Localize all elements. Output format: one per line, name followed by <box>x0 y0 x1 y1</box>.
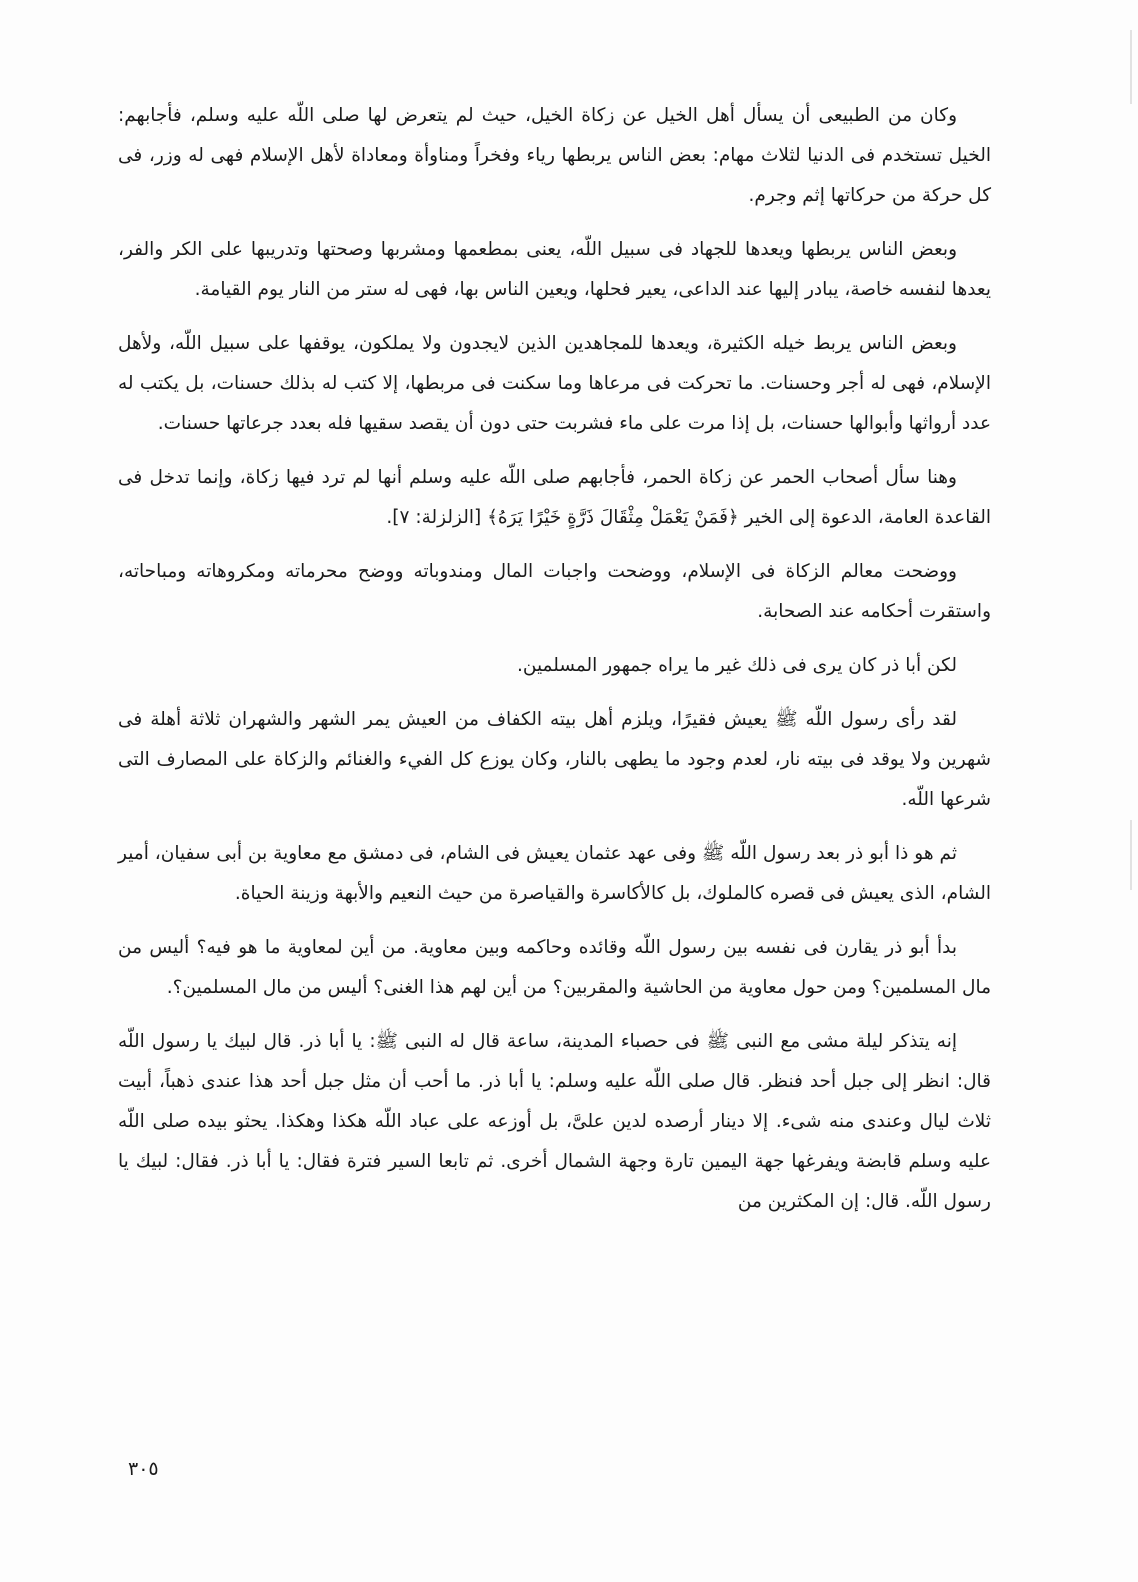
paragraph: وهنا سأل أصحاب الحمر عن زكاة الحمر، فأجابهم صلى اللّه عليه وسلم أنها لم ترد فيها زكاة، وإنما تدخل فى القاعدة العامة، الدعوة إلى الخير ﴿فَمَنْ يَعْمَلْ مِثْقَالَ ذَرَّةٍ خَيْرًا يَرَهُ﴾ [الزلزلة: ٧]. <box>118 467 991 528</box>
paragraph: لقد رأى رسول اللّه ﷺ يعيش فقيرًا، ويلزم أهل بيته الكفاف من العيش يمر الشهر والشهران ثلاثة أهلة فى شهرين ولا يوقد فى بيته نار، لعدم وجود ما يطهى بالنار، وكان يوزع كل الفيء والغنائم والزكاة على المصارف التى شرعها اللّه. <box>118 709 991 810</box>
paragraph: ثم هو ذا أبو ذر بعد رسول اللّه ﷺ وفى عهد عثمان يعيش فى الشام، فى دمشق مع معاوية بن أبى سفيان، أمير الشام، الذى يعيش فى قصره كالملوك، بل كالأكاسرة والقياصرة من حيث النعيم والأبهة وزينة الحياة. <box>118 843 991 904</box>
body-text <box>118 96 991 1222</box>
paragraph: وبعض الناس يربطها ويعدها للجهاد فى سبيل اللّه، يعنى بمطعمها ومشربها وصحتها وتدريبها على الكر والفر، يعدها لنفسه خاصة، يبادر إليها عند الداعى، يعير فحلها، ويعين الناس بها، فهى له ستر من النار يوم القيامة. <box>118 239 991 300</box>
paragraph: بدأ أبو ذر يقارن فى نفسه بين رسول اللّه وقائده وحاكمه وبين معاوية. من أين لمعاوية ما هو فيه؟ أليس من مال المسلمين؟ ومن حول معاوية من الحاشية والمقربين؟ من أين لهم هذا الغنى؟ أليس من مال المسلمين؟. <box>118 937 991 998</box>
paragraph: وبعض الناس يربط خيله الكثيرة، ويعدها للمجاهدين الذين لايجدون ولا يملكون، يوقفها على سبيل اللّه، ولأهل الإسلام، فهى له أجر وحسنات. ما تحركت فى مرعاها وما سكنت فى مربطها، إلا كتب له بذلك حسنات، بل يكتب له عدد أرواثها وأبوالها حسنات، بل إذا مرت على ماء فشربت حتى دون أن يقصد سقيها فله بعدد جرعاتها حسنات. <box>118 333 991 434</box>
page-number: ٣٠٥ <box>128 1458 159 1480</box>
paragraph: إنه يتذكر ليلة مشى مع النبى ﷺ فى حصباء المدينة، ساعة قال له النبى ﷺ: يا أبا ذر. قال لبيك يا رسول اللّه قال: انظر إلى جبل أحد فنظر. قال صلى اللّه عليه وسلم: يا أبا ذر. ما أحب أن مثل جبل أحد هذا عندى ذهباً، أبيت ثلاث ليال وعندى منه شىء. إلا دينار أرصده لدين علىَّ، بل أوزعه على عباد اللّه هكذا وهكذا. يحثو بيده صلى اللّه عليه وسلم قابضة ويفرغها جهة اليمين تارة وجهة الشمال أخرى. ثم تابعا السير فترة فقال: يا أبا ذر. فقال: لبيك يا رسول اللّه. قال: إن المكثرين من <box>118 1031 991 1212</box>
paragraph: لكن أبا ذر كان يرى فى ذلك غير ما يراه جمهور المسلمين. <box>516 655 957 676</box>
paragraph: وكان من الطبيعى أن يسأل أهل الخيل عن زكاة الخيل، حيث لم يتعرض لها صلى اللّه عليه وسلم، فأجابهم: الخيل تستخدم فى الدنيا لثلاث مهام: بعض الناس يربطها رياء وفخراً ومناوأة ومعاداة لأهل الإسلام فهى له وزر، فى كل حركة من حركاتها إثم وجرم. <box>118 105 991 206</box>
paragraph: ووضحت معالم الزكاة فى الإسلام، ووضحت واجبات المال ومندوباته ووضح محرماته ومكروهاته ومباحاته، واستقرت أحكامه عند الصحابة. <box>118 561 991 622</box>
scan-edge-mark <box>1130 820 1132 890</box>
scan-edge-mark <box>1130 30 1132 104</box>
